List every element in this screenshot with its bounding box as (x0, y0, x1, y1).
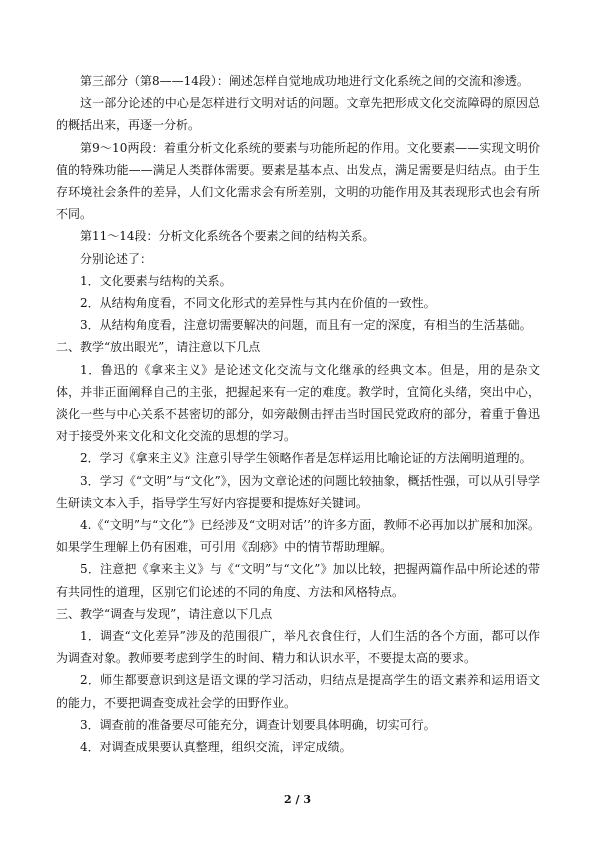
list-item: 1．调查“文化差异”涉及的范围很广，举凡衣食住行，人们生活的各个方面，都可以作为调查对象。教师要考虑到学生的时间、精力和认识水平，不要提太高的要求。 (56, 629, 540, 666)
list-item: 3．调查前的准备要尽可能充分，调查计划要具体明确，切实可行。 (80, 717, 436, 732)
document-body (56, 70, 540, 758)
list-item: 4.《“文明”与“文化”》已经涉及“文明对话’’的许多方面，教师不必再加以扩展和加深。如果学生理解上仍有困难，可引用《刮痧》中的情节帮助理解。 (56, 518, 540, 555)
paragraph: 分别论述了： (80, 251, 153, 266)
list-item: 1．文化要素与结构的关系。 (80, 273, 232, 288)
paragraph: 这一部分论述的中心是怎样进行文明对话的问题。文章先把形成文化交流障碍的原因总的概括出来，再逐一分析。 (56, 96, 540, 133)
paragraph: 第9～10两段：着重分析文化系统的要素与功能所起的作用。文化要素——实现文明价值的特殊功能——满足人类群体需要。要素是基本点、出发点，满足需要是归结点。由于生存环境社会条件的差异，人们文化需求会有所差别，文明的功能作用及其表现形式也会有所不同。 (56, 140, 540, 222)
list-item: 2．师生都要意识到这是语文课的学习活动，归结点是提高学生的语文素养和运用语文的能力，不要把调查变成社会学的田野作业。 (56, 673, 540, 710)
list-item: 4．对调查成果要认真整理，组织交流，评定成绩。 (80, 740, 352, 755)
list-item: 1．鲁迅的《拿来主义》是论述文化交流与文化继承的经典文本。但是，用的是杂文体，并非正面阐释自己的主张，把握起来有一定的难度。教学时，宜简化头绪，突出中心，淡化一些与中心关系不甚密切的部分，如旁敲侧击抨击当时国民党政府的部分，着重于鲁迅对于接受外来文化和文化交流的思想的学习。 (56, 362, 540, 444)
section-heading: 三、教学“调查与发现”，请注意以下几点 (56, 606, 273, 621)
list-item: 2．学习《拿来主义》注意引导学生领略作者是怎样运用比喻论证的方法阐明道理的。 (80, 451, 532, 466)
list-item: 5．注意把《拿来主义》与《“文明”与“文化”》加以比较，把握两篇作品中所论述的带有共同性的道理，区别它们论述的不同的角度、方法和风格特点。 (56, 562, 540, 599)
list-item: 3．学习《“文明”与“文化”》，因为文章论述的问题比较抽象，概括性强，可以从引导学生研读文本入手，指导学生写好内容提要和提炼好关键词。 (56, 473, 540, 510)
paragraph: 第三部分（第8——14段）：阐述怎样自觉地成功地进行文化系统之间的交流和渗透。 (80, 74, 529, 88)
page-number: 2 / 3 (284, 793, 311, 806)
section-heading: 二、教学“放出眼光”，请注意以下几点 (56, 340, 261, 355)
list-item: 2．从结构角度看，不同文化形式的差异性与其内在价值的一致性。 (80, 296, 436, 311)
paragraph: 第11～14段：分析文化系统各个要素之间的结构关系。 (80, 229, 375, 244)
list-item: 3．从结构角度看，注意切需要解决的问题，而且有一定的深度，有相当的生活基础。 (80, 318, 532, 333)
